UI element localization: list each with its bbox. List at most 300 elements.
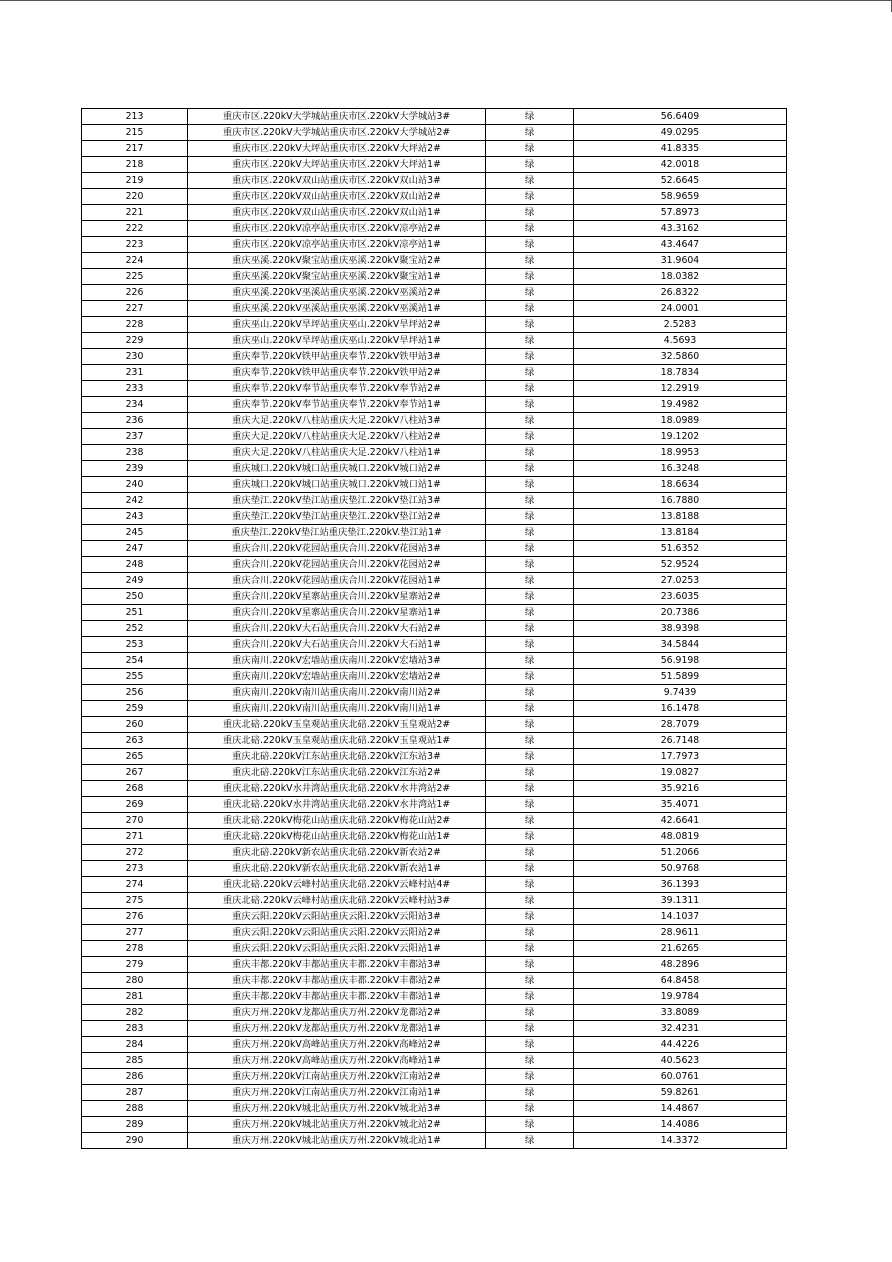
row-id-cell: 253	[82, 637, 188, 653]
status-cell: 绿	[486, 253, 574, 269]
station-name-cell: 重庆北碚.220kV云峰村站重庆北碚.220kV云峰村站3#	[188, 893, 486, 909]
station-name-cell: 重庆合川.220kV大石站重庆合川.220kV大石站1#	[188, 637, 486, 653]
status-cell: 绿	[486, 733, 574, 749]
status-cell: 绿	[486, 317, 574, 333]
station-name-cell: 重庆合川.220kV花园站重庆合川.220kV花园站2#	[188, 557, 486, 573]
station-name-cell: 重庆垫江.220kV垫江站重庆垫江.220kV垫江站2#	[188, 509, 486, 525]
status-cell: 绿	[486, 413, 574, 429]
table-row	[82, 909, 787, 925]
table-row	[82, 765, 787, 781]
row-id-cell: 277	[82, 925, 188, 941]
value-cell: 32.4231	[574, 1021, 787, 1037]
status-cell: 绿	[486, 445, 574, 461]
row-id-cell: 263	[82, 733, 188, 749]
row-id-cell: 228	[82, 317, 188, 333]
station-name-cell: 重庆云阳.220kV云阳站重庆云阳.220kV云阳站3#	[188, 909, 486, 925]
status-cell: 绿	[486, 893, 574, 909]
status-cell: 绿	[486, 845, 574, 861]
station-name-cell: 重庆北碚.220kV梅花山站重庆北碚.220kV梅花山站2#	[188, 813, 486, 829]
status-cell: 绿	[486, 205, 574, 221]
value-cell: 35.9216	[574, 781, 787, 797]
status-cell: 绿	[486, 573, 574, 589]
station-name-cell: 重庆巫山.220kV旱坪站重庆巫山.220kV旱坪站2#	[188, 317, 486, 333]
status-cell: 绿	[486, 141, 574, 157]
value-cell: 12.2919	[574, 381, 787, 397]
value-cell: 26.7148	[574, 733, 787, 749]
table-row	[82, 141, 787, 157]
table-row	[82, 317, 787, 333]
table-row	[82, 1005, 787, 1021]
row-id-cell: 283	[82, 1021, 188, 1037]
value-cell: 60.0761	[574, 1069, 787, 1085]
row-id-cell: 238	[82, 445, 188, 461]
table-row	[82, 605, 787, 621]
table-row	[82, 893, 787, 909]
table-row	[82, 733, 787, 749]
value-cell: 52.6645	[574, 173, 787, 189]
row-id-cell: 230	[82, 349, 188, 365]
table-row	[82, 493, 787, 509]
status-cell: 绿	[486, 989, 574, 1005]
value-cell: 40.5623	[574, 1053, 787, 1069]
station-name-cell: 重庆合川.220kV星寨站重庆合川.220kV星寨站1#	[188, 605, 486, 621]
row-id-cell: 252	[82, 621, 188, 637]
station-name-cell: 重庆北碚.220kV新农站重庆北碚.220kV新农站1#	[188, 861, 486, 877]
row-id-cell: 229	[82, 333, 188, 349]
value-cell: 58.9659	[574, 189, 787, 205]
station-name-cell: 重庆垫江.220kV垫江站重庆垫江.220kV垫江站3#	[188, 493, 486, 509]
station-name-cell: 重庆市区.220kV凉亭站重庆市区.220kV凉亭站2#	[188, 221, 486, 237]
value-cell: 51.6352	[574, 541, 787, 557]
table-row	[82, 557, 787, 573]
row-id-cell: 215	[82, 125, 188, 141]
row-id-cell: 242	[82, 493, 188, 509]
status-cell: 绿	[486, 749, 574, 765]
status-cell: 绿	[486, 941, 574, 957]
status-cell: 绿	[486, 381, 574, 397]
row-id-cell: 280	[82, 973, 188, 989]
row-id-cell: 269	[82, 797, 188, 813]
value-cell: 9.7439	[574, 685, 787, 701]
station-name-cell: 重庆南川.220kV宏墙站重庆南川.220kV宏墙站2#	[188, 669, 486, 685]
station-name-cell: 重庆云阳.220kV云阳站重庆云阳.220kV云阳站2#	[188, 925, 486, 941]
table-row	[82, 253, 787, 269]
value-cell: 64.8458	[574, 973, 787, 989]
row-id-cell: 222	[82, 221, 188, 237]
row-id-cell: 218	[82, 157, 188, 173]
table-row	[82, 349, 787, 365]
value-cell: 28.9611	[574, 925, 787, 941]
status-cell: 绿	[486, 621, 574, 637]
row-id-cell: 234	[82, 397, 188, 413]
value-cell: 27.0253	[574, 573, 787, 589]
table-row	[82, 541, 787, 557]
value-cell: 52.9524	[574, 557, 787, 573]
table-row	[82, 509, 787, 525]
value-cell: 19.1202	[574, 429, 787, 445]
table-row	[82, 397, 787, 413]
row-id-cell: 270	[82, 813, 188, 829]
station-name-cell: 重庆万州.220kV江南站重庆万州.220kV江南站1#	[188, 1085, 486, 1101]
table-row	[82, 1085, 787, 1101]
row-id-cell: 243	[82, 509, 188, 525]
status-cell: 绿	[486, 157, 574, 173]
row-id-cell: 267	[82, 765, 188, 781]
value-cell: 48.2896	[574, 957, 787, 973]
table-row	[82, 173, 787, 189]
value-cell: 49.0295	[574, 125, 787, 141]
station-name-cell: 重庆北碚.220kV新农站重庆北碚.220kV新农站2#	[188, 845, 486, 861]
status-cell: 绿	[486, 605, 574, 621]
value-cell: 44.4226	[574, 1037, 787, 1053]
status-cell: 绿	[486, 237, 574, 253]
status-cell: 绿	[486, 637, 574, 653]
value-cell: 38.9398	[574, 621, 787, 637]
table-row	[82, 269, 787, 285]
row-id-cell: 265	[82, 749, 188, 765]
value-cell: 2.5283	[574, 317, 787, 333]
row-id-cell: 285	[82, 1053, 188, 1069]
table-row	[82, 749, 787, 765]
row-id-cell: 276	[82, 909, 188, 925]
status-cell: 绿	[486, 541, 574, 557]
status-cell: 绿	[486, 829, 574, 845]
station-name-cell: 重庆万州.220kV城北站重庆万州.220kV城北站3#	[188, 1101, 486, 1117]
station-name-cell: 重庆市区.220kV大学城站重庆市区.220kV大学城站2#	[188, 125, 486, 141]
status-cell: 绿	[486, 973, 574, 989]
table-row	[82, 925, 787, 941]
value-cell: 14.4086	[574, 1117, 787, 1133]
station-name-cell: 重庆北碚.220kV梅花山站重庆北碚.220kV梅花山站1#	[188, 829, 486, 845]
status-cell: 绿	[486, 1021, 574, 1037]
table-row	[82, 125, 787, 141]
station-name-cell: 重庆奉节.220kV奉节站重庆奉节.220kV奉节站2#	[188, 381, 486, 397]
station-name-cell: 重庆市区.220kV大坪站重庆市区.220kV大坪站2#	[188, 141, 486, 157]
row-id-cell: 225	[82, 269, 188, 285]
station-name-cell: 重庆大足.220kV八柱站重庆大足.220kV八柱站1#	[188, 445, 486, 461]
table-row	[82, 973, 787, 989]
station-name-cell: 重庆城口.220kV城口站重庆城口.220kV城口站2#	[188, 461, 486, 477]
row-id-cell: 220	[82, 189, 188, 205]
row-id-cell: 279	[82, 957, 188, 973]
status-cell: 绿	[486, 525, 574, 541]
station-name-cell: 重庆南川.220kV宏墙站重庆南川.220kV宏墙站3#	[188, 653, 486, 669]
station-name-cell: 重庆市区.220kV大坪站重庆市区.220kV大坪站1#	[188, 157, 486, 173]
status-cell: 绿	[486, 221, 574, 237]
station-name-cell: 重庆万州.220kV龙都站重庆万州.220kV龙都站1#	[188, 1021, 486, 1037]
value-cell: 31.9604	[574, 253, 787, 269]
value-cell: 16.7880	[574, 493, 787, 509]
table-row	[82, 1133, 787, 1149]
row-id-cell: 268	[82, 781, 188, 797]
station-name-cell: 重庆合川.220kV大石站重庆合川.220kV大石站2#	[188, 621, 486, 637]
status-cell: 绿	[486, 877, 574, 893]
status-cell: 绿	[486, 797, 574, 813]
status-cell: 绿	[486, 1117, 574, 1133]
table-row	[82, 1069, 787, 1085]
status-cell: 绿	[486, 653, 574, 669]
table-row	[82, 797, 787, 813]
station-name-cell: 重庆奉节.220kV铁甲站重庆奉节.220kV铁甲站2#	[188, 365, 486, 381]
table-row	[82, 525, 787, 541]
row-id-cell: 224	[82, 253, 188, 269]
row-id-cell: 217	[82, 141, 188, 157]
table-row	[82, 1053, 787, 1069]
row-id-cell: 287	[82, 1085, 188, 1101]
station-name-cell: 重庆南川.220kV南川站重庆南川.220kV南川站2#	[188, 685, 486, 701]
row-id-cell: 245	[82, 525, 188, 541]
status-cell: 绿	[486, 285, 574, 301]
station-name-cell: 重庆巫溪.220kV巫溪站重庆巫溪.220kV巫溪站1#	[188, 301, 486, 317]
value-cell: 18.7834	[574, 365, 787, 381]
table-row	[82, 205, 787, 221]
row-id-cell: 274	[82, 877, 188, 893]
station-name-cell: 重庆万州.220kV城北站重庆万州.220kV城北站1#	[188, 1133, 486, 1149]
row-id-cell: 254	[82, 653, 188, 669]
status-cell: 绿	[486, 109, 574, 125]
table-row	[82, 445, 787, 461]
table-row	[82, 477, 787, 493]
row-id-cell: 247	[82, 541, 188, 557]
station-name-cell: 重庆奉节.220kV奉节站重庆奉节.220kV奉节站1#	[188, 397, 486, 413]
value-cell: 19.9784	[574, 989, 787, 1005]
station-name-cell: 重庆市区.220kV双山站重庆市区.220kV双山站3#	[188, 173, 486, 189]
row-id-cell: 223	[82, 237, 188, 253]
value-cell: 42.6641	[574, 813, 787, 829]
station-name-cell: 重庆丰都.220kV丰都站重庆丰都.220kV丰都站2#	[188, 973, 486, 989]
value-cell: 18.9953	[574, 445, 787, 461]
status-cell: 绿	[486, 173, 574, 189]
table-row	[82, 189, 787, 205]
station-name-cell: 重庆巫溪.220kV巫溪站重庆巫溪.220kV巫溪站2#	[188, 285, 486, 301]
row-id-cell: 236	[82, 413, 188, 429]
row-id-cell: 233	[82, 381, 188, 397]
row-id-cell: 239	[82, 461, 188, 477]
row-id-cell: 221	[82, 205, 188, 221]
station-name-cell: 重庆丰都.220kV丰都站重庆丰都.220kV丰都站1#	[188, 989, 486, 1005]
status-cell: 绿	[486, 125, 574, 141]
station-name-cell: 重庆市区.220kV双山站重庆市区.220kV双山站1#	[188, 205, 486, 221]
value-cell: 34.5844	[574, 637, 787, 653]
data-table	[81, 108, 787, 1149]
station-name-cell: 重庆巫溪.220kV聚宝站重庆巫溪.220kV聚宝站2#	[188, 253, 486, 269]
value-cell: 51.2066	[574, 845, 787, 861]
value-cell: 19.4982	[574, 397, 787, 413]
table-row	[82, 701, 787, 717]
station-name-cell: 重庆奉节.220kV铁甲站重庆奉节.220kV铁甲站3#	[188, 349, 486, 365]
row-id-cell: 278	[82, 941, 188, 957]
value-cell: 51.5899	[574, 669, 787, 685]
station-name-cell: 重庆北碚.220kV江东站重庆北碚.220kV江东站3#	[188, 749, 486, 765]
value-cell: 57.8973	[574, 205, 787, 221]
station-name-cell: 重庆万州.220kV江南站重庆万州.220kV江南站2#	[188, 1069, 486, 1085]
value-cell: 33.8089	[574, 1005, 787, 1021]
value-cell: 21.6265	[574, 941, 787, 957]
value-cell: 16.3248	[574, 461, 787, 477]
status-cell: 绿	[486, 1037, 574, 1053]
station-name-cell: 重庆北碚.220kV江东站重庆北碚.220kV江东站2#	[188, 765, 486, 781]
value-cell: 28.7079	[574, 717, 787, 733]
table-row	[82, 621, 787, 637]
status-cell: 绿	[486, 765, 574, 781]
table-row	[82, 109, 787, 125]
status-cell: 绿	[486, 1085, 574, 1101]
row-id-cell: 281	[82, 989, 188, 1005]
table-row	[82, 221, 787, 237]
table-row	[82, 669, 787, 685]
row-id-cell: 259	[82, 701, 188, 717]
station-name-cell: 重庆万州.220kV龙都站重庆万州.220kV龙都站2#	[188, 1005, 486, 1021]
table-row	[82, 429, 787, 445]
status-cell: 绿	[486, 397, 574, 413]
station-name-cell: 重庆南川.220kV南川站重庆南川.220kV南川站1#	[188, 701, 486, 717]
value-cell: 14.1037	[574, 909, 787, 925]
table-row	[82, 1101, 787, 1117]
station-name-cell: 重庆大足.220kV八柱站重庆大足.220kV八柱站3#	[188, 413, 486, 429]
row-id-cell: 289	[82, 1117, 188, 1133]
table-row	[82, 653, 787, 669]
status-cell: 绿	[486, 925, 574, 941]
table-row	[82, 413, 787, 429]
station-name-cell: 重庆万州.220kV高峰站重庆万州.220kV高峰站1#	[188, 1053, 486, 1069]
row-id-cell: 251	[82, 605, 188, 621]
row-id-cell: 256	[82, 685, 188, 701]
value-cell: 17.7973	[574, 749, 787, 765]
status-cell: 绿	[486, 1069, 574, 1085]
table-body	[82, 109, 787, 1149]
table-row	[82, 157, 787, 173]
status-cell: 绿	[486, 477, 574, 493]
station-name-cell: 重庆巫山.220kV旱坪站重庆巫山.220kV旱坪站1#	[188, 333, 486, 349]
row-id-cell: 260	[82, 717, 188, 733]
status-cell: 绿	[486, 589, 574, 605]
status-cell: 绿	[486, 781, 574, 797]
station-name-cell: 重庆丰都.220kV丰都站重庆丰都.220kV丰都站3#	[188, 957, 486, 973]
status-cell: 绿	[486, 349, 574, 365]
page-top-border	[0, 0, 892, 1]
value-cell: 48.0819	[574, 829, 787, 845]
row-id-cell: 237	[82, 429, 188, 445]
row-id-cell: 284	[82, 1037, 188, 1053]
value-cell: 4.5693	[574, 333, 787, 349]
value-cell: 20.7386	[574, 605, 787, 621]
station-name-cell: 重庆北碚.220kV水井湾站重庆北碚.220kV水井湾站2#	[188, 781, 486, 797]
station-name-cell: 重庆万州.220kV高峰站重庆万州.220kV高峰站2#	[188, 1037, 486, 1053]
row-id-cell: 255	[82, 669, 188, 685]
table-row	[82, 1037, 787, 1053]
table-row	[82, 813, 787, 829]
table-row	[82, 637, 787, 653]
table-row	[82, 989, 787, 1005]
row-id-cell: 272	[82, 845, 188, 861]
status-cell: 绿	[486, 269, 574, 285]
status-cell: 绿	[486, 509, 574, 525]
status-cell: 绿	[486, 957, 574, 973]
table-row	[82, 589, 787, 605]
value-cell: 14.3372	[574, 1133, 787, 1149]
station-name-cell: 重庆万州.220kV城北站重庆万州.220kV城北站2#	[188, 1117, 486, 1133]
status-cell: 绿	[486, 1005, 574, 1021]
value-cell: 13.8184	[574, 525, 787, 541]
station-name-cell: 重庆巫溪.220kV聚宝站重庆巫溪.220kV聚宝站1#	[188, 269, 486, 285]
value-cell: 18.6634	[574, 477, 787, 493]
row-id-cell: 273	[82, 861, 188, 877]
status-cell: 绿	[486, 909, 574, 925]
row-id-cell: 226	[82, 285, 188, 301]
station-name-cell: 重庆北碚.220kV水井湾站重庆北碚.220kV水井湾站1#	[188, 797, 486, 813]
table-row	[82, 781, 787, 797]
status-cell: 绿	[486, 669, 574, 685]
status-cell: 绿	[486, 701, 574, 717]
station-name-cell: 重庆北碚.220kV玉皇观站重庆北碚.220kV玉皇观站2#	[188, 717, 486, 733]
value-cell: 43.4647	[574, 237, 787, 253]
status-cell: 绿	[486, 717, 574, 733]
row-id-cell: 288	[82, 1101, 188, 1117]
table-row	[82, 1117, 787, 1133]
station-name-cell: 重庆云阳.220kV云阳站重庆云阳.220kV云阳站1#	[188, 941, 486, 957]
table-row	[82, 861, 787, 877]
value-cell: 36.1393	[574, 877, 787, 893]
value-cell: 59.8261	[574, 1085, 787, 1101]
value-cell: 16.1478	[574, 701, 787, 717]
station-name-cell: 重庆北碚.220kV玉皇观站重庆北碚.220kV玉皇观站1#	[188, 733, 486, 749]
status-cell: 绿	[486, 301, 574, 317]
value-cell: 41.8335	[574, 141, 787, 157]
value-cell: 50.9768	[574, 861, 787, 877]
status-cell: 绿	[486, 189, 574, 205]
row-id-cell: 250	[82, 589, 188, 605]
row-id-cell: 219	[82, 173, 188, 189]
station-name-cell: 重庆垫江.220kV垫江站重庆垫江.220kV.垫江站1#	[188, 525, 486, 541]
value-cell: 18.0382	[574, 269, 787, 285]
table-row	[82, 829, 787, 845]
status-cell: 绿	[486, 557, 574, 573]
station-name-cell: 重庆市区.220kV凉亭站重庆市区.220kV凉亭站1#	[188, 237, 486, 253]
station-name-cell: 重庆合川.220kV星寨站重庆合川.220kV星寨站2#	[188, 589, 486, 605]
station-name-cell: 重庆合川.220kV花园站重庆合川.220kV花园站3#	[188, 541, 486, 557]
value-cell: 35.4071	[574, 797, 787, 813]
value-cell: 23.6035	[574, 589, 787, 605]
row-id-cell: 231	[82, 365, 188, 381]
row-id-cell: 290	[82, 1133, 188, 1149]
station-name-cell: 重庆北碚.220kV云峰村站重庆北碚.220kV云峰村站4#	[188, 877, 486, 893]
status-cell: 绿	[486, 429, 574, 445]
station-name-cell: 重庆城口.220kV城口站重庆城口.220kV城口站1#	[188, 477, 486, 493]
table-row	[82, 717, 787, 733]
row-id-cell: 249	[82, 573, 188, 589]
status-cell: 绿	[486, 861, 574, 877]
row-id-cell: 213	[82, 109, 188, 125]
status-cell: 绿	[486, 1101, 574, 1117]
table-row	[82, 685, 787, 701]
table-row	[82, 573, 787, 589]
table-row	[82, 957, 787, 973]
status-cell: 绿	[486, 493, 574, 509]
status-cell: 绿	[486, 1053, 574, 1069]
status-cell: 绿	[486, 365, 574, 381]
row-id-cell: 282	[82, 1005, 188, 1021]
status-cell: 绿	[486, 1133, 574, 1149]
station-name-cell: 重庆市区.220kV大学城站重庆市区.220kV大学城站3#	[188, 109, 486, 125]
table-row	[82, 301, 787, 317]
row-id-cell: 248	[82, 557, 188, 573]
station-name-cell: 重庆合川.220kV花园站重庆合川.220kV花园站1#	[188, 573, 486, 589]
table-row	[82, 941, 787, 957]
value-cell: 13.8188	[574, 509, 787, 525]
value-cell: 26.8322	[574, 285, 787, 301]
table-row	[82, 845, 787, 861]
value-cell: 56.6409	[574, 109, 787, 125]
